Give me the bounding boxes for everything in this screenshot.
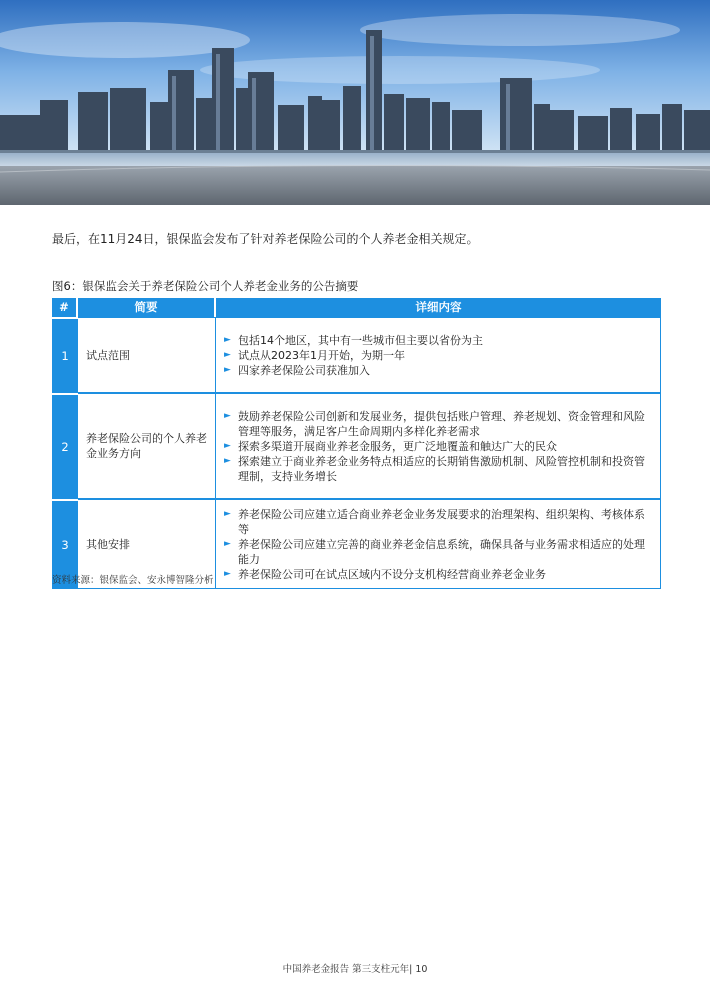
source-note: 资料来源：银保监会、安永博智隆分析	[52, 575, 214, 586]
page-footer: 中国养老金报告 第三支柱元年| 10	[282, 964, 428, 975]
detail-bullet	[222, 567, 652, 582]
row-number: 2	[52, 393, 78, 499]
detail-bullet	[222, 333, 652, 348]
detail-text: 试点从2023年1月开始，为期一年	[238, 348, 405, 362]
triangle-bullet-icon: ►	[224, 364, 231, 375]
detail-bullet	[222, 348, 652, 363]
triangle-bullet-icon: ►	[224, 334, 231, 345]
figure-title: 图6：银保监会关于养老保险公司个人养老金业务的公告摘要	[52, 279, 359, 293]
triangle-bullet-icon: ►	[224, 455, 231, 466]
summary-table	[52, 298, 661, 589]
table-row	[52, 393, 661, 499]
table-header-row	[52, 298, 661, 317]
intro-paragraph: 最后，在11月24日，银保监会发布了针对养老保险公司的个人养老金相关规定。	[52, 232, 479, 246]
triangle-bullet-icon: ►	[224, 568, 231, 579]
detail-bullet	[222, 507, 652, 537]
detail-bullet	[222, 454, 652, 484]
row-number: 1	[52, 317, 78, 393]
table-row	[52, 317, 661, 393]
detail-text: 鼓励养老保险公司创新和发展业务，提供包括账户管理、养老规划、资金管理和风险管理等服务，满足客户生命周期内多样化养老需求	[238, 409, 645, 438]
triangle-bullet-icon: ►	[224, 538, 231, 549]
row-details	[216, 499, 661, 589]
detail-text: 养老保险公司应建立完善的商业养老金信息系统，确保具备与业务需求相适应的处理能力	[238, 537, 645, 566]
detail-text: 探索建立于商业养老金业务特点相适应的长期销售激励机制、风险管控机制和投资管理制，支持业务增长	[238, 454, 645, 483]
header-topic: 简要	[78, 298, 216, 317]
hero-image-city-skyline	[0, 0, 710, 205]
row-topic: 养老保险公司的个人养老金业务方向	[78, 393, 216, 499]
triangle-bullet-icon: ►	[224, 508, 231, 519]
detail-bullet	[222, 363, 652, 378]
header-detail: 详细内容	[216, 298, 661, 317]
detail-text: 养老保险公司可在试点区域内不设分支机构经营商业养老金业务	[238, 567, 546, 581]
header-num: #	[52, 298, 78, 317]
detail-text: 探索多渠道开展商业养老金服务，更广泛地覆盖和触达广大的民众	[238, 439, 557, 453]
row-topic: 试点范围	[78, 317, 216, 393]
row-details	[216, 317, 661, 393]
row-topic: 其他安排	[78, 499, 216, 589]
detail-text: 包括14个地区，其中有一些城市但主要以省份为主	[238, 333, 483, 347]
triangle-bullet-icon: ►	[224, 349, 231, 360]
triangle-bullet-icon: ►	[224, 440, 231, 451]
detail-text: 四家养老保险公司获准加入	[238, 363, 370, 377]
detail-bullet	[222, 409, 652, 439]
detail-bullet	[222, 439, 652, 454]
detail-text: 养老保险公司应建立适合商业养老金业务发展要求的治理架构、组织架构、考核体系等	[238, 507, 645, 536]
row-details	[216, 393, 661, 499]
triangle-bullet-icon: ►	[224, 410, 231, 421]
row-number: 3	[52, 499, 78, 589]
detail-bullet	[222, 537, 652, 567]
